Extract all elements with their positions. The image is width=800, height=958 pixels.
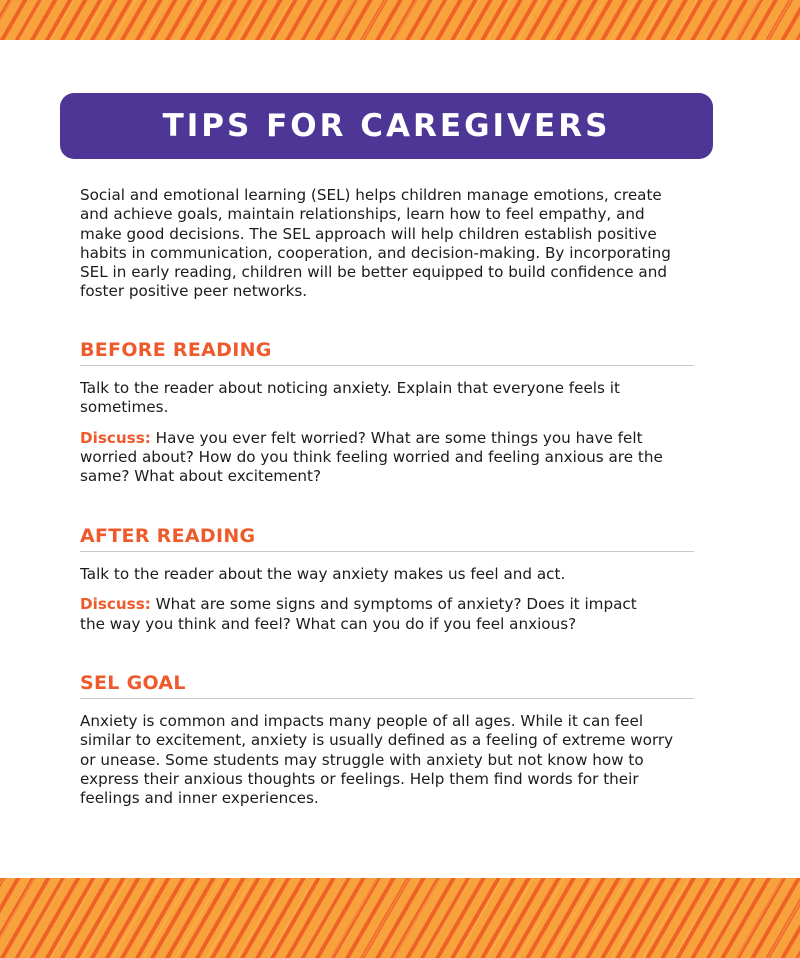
after-reading-body <box>80 565 694 634</box>
title-banner <box>60 93 713 159</box>
intro-section <box>80 186 694 302</box>
before-reading-header <box>80 339 694 366</box>
before-reading-discuss-text: Have you ever felt worried? What are some things you have felt worried about? How do you think feeling worried and feeling anxious are the same? What about excitement? <box>80 428 663 486</box>
sel-goal-header <box>80 672 694 699</box>
before-reading-discuss <box>80 429 665 487</box>
decorative-stripe-band-bottom <box>0 878 800 958</box>
after-reading-discuss-text: What are some signs and symptoms of anxiety? Does it impact the way you think and feel? What can you do if you feel anxious? <box>80 595 637 633</box>
after-reading-header <box>80 525 694 552</box>
after-reading-text: Talk to the reader about the way anxiety makes us feel and act. <box>80 565 566 583</box>
sel-goal-text: Anxiety is common and impacts many people of all ages. While it can feel similar to excitement, anxiety is usually defined as a feeling of extreme worry or unease. Some students may struggle with anxiety but not know how to express their anxious thoughts or feelings. Help them find words for their feelings and inner experiences. <box>80 712 674 808</box>
before-reading-heading: BEFORE READING <box>80 339 272 361</box>
before-reading-text: Talk to the reader about noticing anxiety. Explain that everyone feels it sometimes. <box>80 379 620 417</box>
decorative-stripe-band-top <box>0 0 800 40</box>
after-reading-heading: AFTER READING <box>80 525 256 547</box>
sel-goal-heading: SEL GOAL <box>80 672 186 694</box>
after-reading-discuss <box>80 595 645 634</box>
before-reading-body <box>80 379 694 486</box>
page-title: TIPS FOR CAREGIVERS <box>162 108 611 144</box>
discuss-label: Discuss: <box>80 428 151 447</box>
intro-paragraph: Social and emotional learning (SEL) helps children manage emotions, create and achieve goals, maintain relationships, learn how to feel empathy, and make good decisions. The SEL approach will help children establish positive habits in communication, cooperation, and decision-making. By incorporating SEL in early reading, children will be better equipped to build confidence and foster positive peer networks. <box>80 186 671 301</box>
sel-goal-body <box>80 712 694 808</box>
discuss-label: Discuss: <box>80 595 151 614</box>
